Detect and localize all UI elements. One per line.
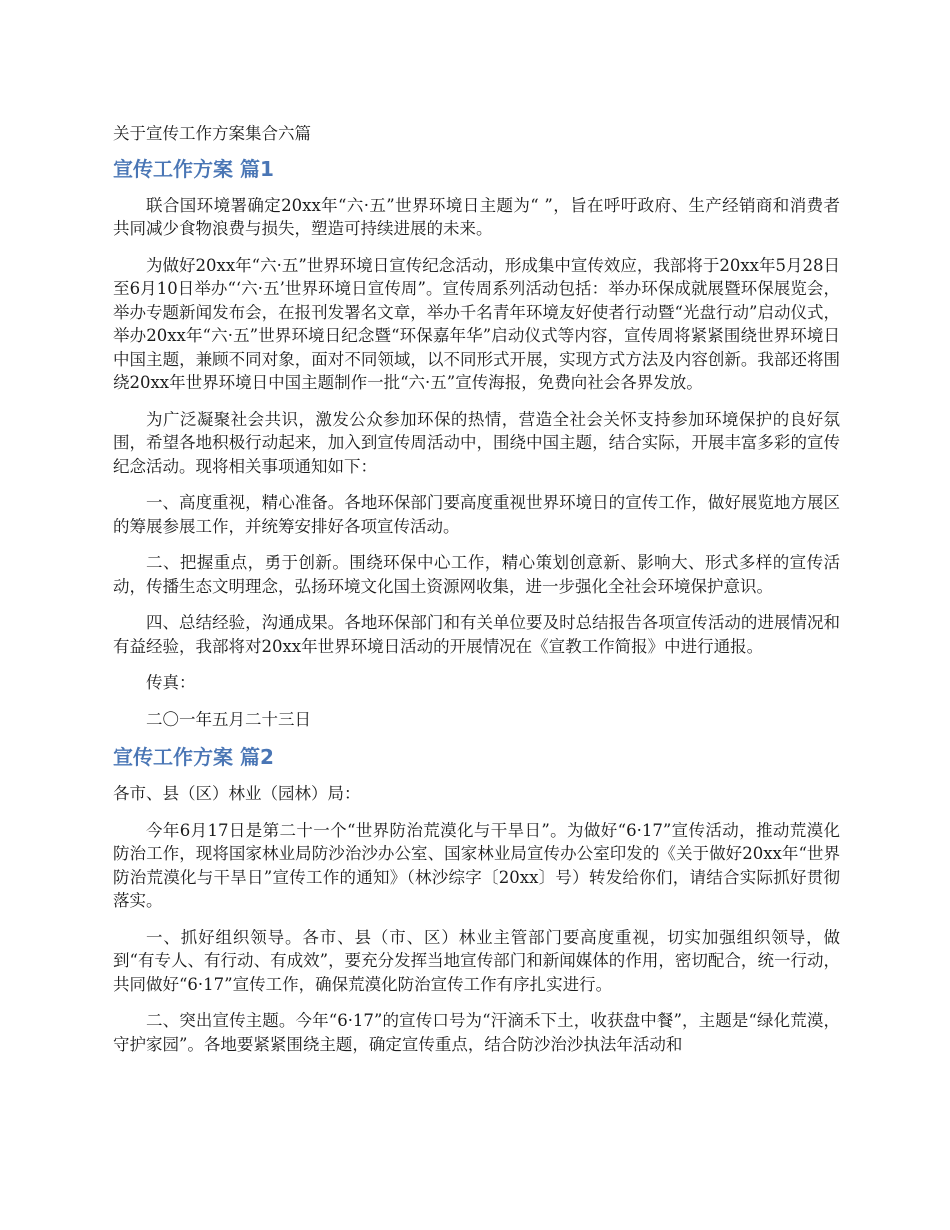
salutation: 各市、县（区）林业（园林）局： (113, 784, 361, 803)
paragraph: 联合国环境署确定20xx年“六·五”世界环境日主题为“ ”，旨在呼吁政府、生产经销商和消费者共同减少食物浪费与损失，塑造可持续进展的未来。 (113, 195, 840, 238)
paragraph: 今年6月17日是第二十一个“世界防治荒漠化与干旱日”。为做好“6·17”宣传活动，推动荒漠化防治工作，现将国家林业局防沙治沙办公室、国家林业局宣传办公室印发的《关于做好20xx年“世界防治荒漠化与干旱日”宣传工作的通知》（林沙综字〔20xx〕号）转发给你们，请结合实际抓好贯彻落实。 (113, 820, 840, 910)
paragraph: 为广泛凝聚社会共识，激发公众参加环保的热情，营造全社会关怀支持参加环境保护的良好氛围，希望各地积极行动起来，加入到宣传周活动中，围绕中国主题，结合实际，开展丰富多彩的宣传纪念活动。现将相关事项通知如下： (113, 409, 840, 476)
section-heading: 宣传工作方案 篇2 (113, 745, 274, 769)
paragraph: 二、把握重点，勇于创新。围绕环保中心工作，精心策划创意新、影响大、形式多样的宣传活动，传播生态文明理念，弘扬环境文化国土资源网收集，进一步强化全社会环境保护意识。 (113, 553, 840, 596)
paragraph: 四、总结经验，沟通成果。各地环保部门和有关单位要及时总结报告各项宣传活动的进展情况和有益经验，我部将对20xx年世界环境日活动的开展情况在《宣教工作简报》中进行通报。 (113, 613, 840, 656)
document-page (113, 122, 840, 1069)
document-title: 关于宣传工作方案集合六篇 (113, 124, 311, 143)
section-1 (113, 156, 840, 732)
paragraph: 为做好20xx年“六·五”世界环境日宣传纪念活动，形成集中宣传效应，我部将于20xx年5月28日至6月10日举办“‘六·五’世界环境日宣传周”。宣传周系列活动包括：举办环保成就展暨环保展览会，举办专题新闻发布会，在报刊发署名文章，举办千名青年环境友好使者行动暨“光盘行动”启动仪式，举办20xx年“六·五”世界环境日纪念暨“环保嘉年华”启动仪式等内容，宣传周将紧紧围绕世界环境日中国主题，兼顾不同对象，面对不同领域，以不同形式开展，实现方式方法及内容创新。我部还将围绕20xx年世界环境日中国主题制作一批“六·五”宣传海报，免费向社会各界发放。 (113, 255, 840, 392)
paragraph: 二、突出宣传主题。今年“6·17”的宣传口号为“汗滴禾下土，收获盘中餐”，主题是“绿化荒漠，守护家园”。各地要紧紧围绕主题，确定宣传重点，结合防沙治沙执法年活动和 (113, 1011, 840, 1054)
fax-line: 传真： (146, 673, 196, 692)
paragraph: 一、抓好组织领导。各市、县（市、区）林业主管部门要高度重视，切实加强组织领导，做到“有专人、有行动、有成效”，要充分发挥当地宣传部门和新闻媒体的作用，密切配合，统一行动，共同做好“6·17”宣传工作，确保荒漠化防治宣传工作有序扎实进行。 (113, 927, 840, 994)
date-line: 二〇一年五月二十三日 (146, 709, 311, 729)
section-heading: 宣传工作方案 篇1 (113, 156, 274, 181)
paragraph: 一、高度重视，精心准备。各地环保部门要高度重视世界环境日的宣传工作，做好展览地方展区的筹展参展工作，并统筹安排好各项宣传活动。 (113, 493, 840, 536)
section-2 (113, 744, 840, 1056)
